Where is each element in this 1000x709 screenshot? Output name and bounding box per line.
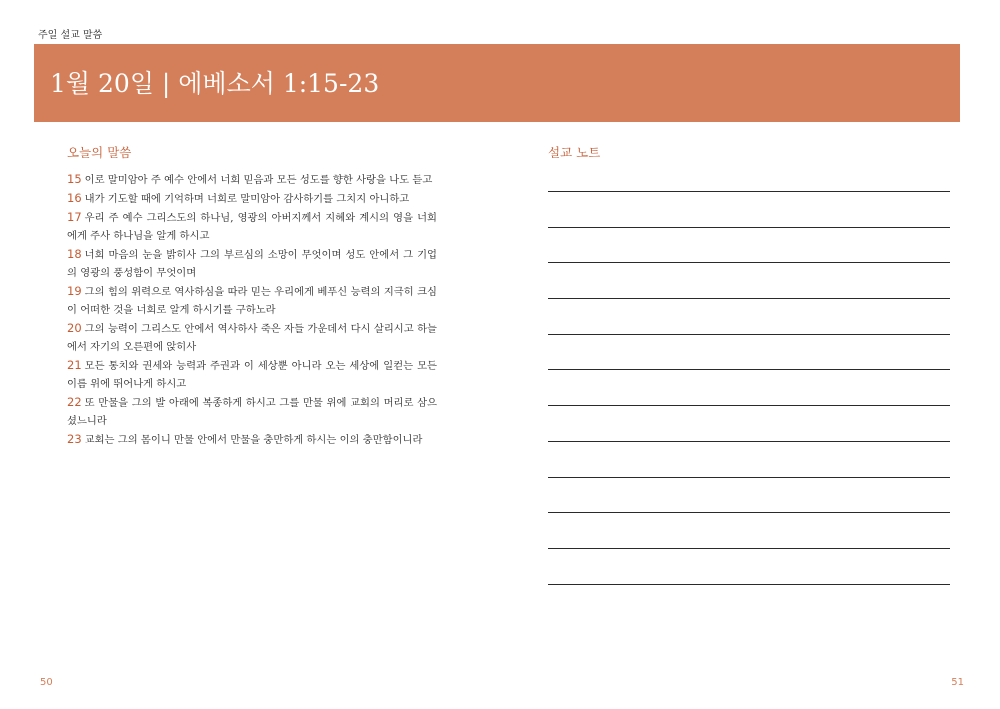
verse-17 xyxy=(67,208,437,245)
verse-number: 22 xyxy=(67,395,82,409)
verse-list xyxy=(67,170,437,449)
note-line[interactable] xyxy=(548,548,950,549)
todays-word-heading: 오늘의 말씀 xyxy=(67,145,132,160)
note-lines xyxy=(548,191,950,619)
note-line[interactable] xyxy=(548,298,950,299)
verse-text: 내가 기도할 때에 기억하며 너희로 말미암아 감사하기를 그치지 아니하고 xyxy=(84,193,410,205)
verse-21 xyxy=(67,356,437,393)
note-line[interactable] xyxy=(548,441,950,442)
verse-number: 23 xyxy=(67,432,82,446)
verse-text: 또 만물을 그의 발 아래에 복종하게 하시고 그를 만물 위에 교회의 머리로 삼으셨느니라 xyxy=(67,397,437,427)
verse-15 xyxy=(67,170,437,189)
note-line[interactable] xyxy=(548,191,950,192)
verse-text: 우리 주 예수 그리스도의 하나님, 영광의 아버지께서 지혜와 계시의 영을 너희에게 주사 하나님을 알게 하시고 xyxy=(67,212,437,242)
verse-number: 16 xyxy=(67,191,82,205)
note-line[interactable] xyxy=(548,512,950,513)
section-label: 주일 설교 말씀 xyxy=(38,30,103,41)
verse-20 xyxy=(67,319,437,356)
verse-19 xyxy=(67,282,437,319)
sermon-notes-heading: 설교 노트 xyxy=(548,145,601,160)
verse-16 xyxy=(67,189,437,208)
verse-number: 17 xyxy=(67,210,82,224)
page-number-right: 51 xyxy=(951,677,964,688)
verse-number: 19 xyxy=(67,284,82,298)
note-line[interactable] xyxy=(548,477,950,478)
verse-23 xyxy=(67,430,437,449)
title-banner xyxy=(34,44,960,122)
verse-number: 20 xyxy=(67,321,82,335)
note-line[interactable] xyxy=(548,227,950,228)
verse-22 xyxy=(67,393,437,430)
verse-text: 이로 말미암아 주 예수 안에서 너희 믿음과 모든 성도를 향한 사랑을 나도 듣고 xyxy=(84,174,433,186)
note-line[interactable] xyxy=(548,262,950,263)
note-line[interactable] xyxy=(548,405,950,406)
note-line[interactable] xyxy=(548,369,950,370)
verse-number: 21 xyxy=(67,358,82,372)
verse-number: 18 xyxy=(67,247,82,261)
verse-text: 그의 힘의 위력으로 역사하심을 따라 믿는 우리에게 베푸신 능력의 지극히 크심이 어떠한 것을 너희로 알게 하시기를 구하노라 xyxy=(67,286,437,316)
page-title: 1월 20일 | 에베소서 1:15-23 xyxy=(50,69,380,98)
verse-text: 너희 마음의 눈을 밝히사 그의 부르심의 소망이 무엇이며 성도 안에서 그 기업의 영광의 풍성함이 무엇이며 xyxy=(67,249,437,279)
page-number-left: 50 xyxy=(40,677,53,688)
verse-text: 교회는 그의 몸이니 만물 안에서 만물을 충만하게 하시는 이의 충만함이니라 xyxy=(84,434,423,446)
verse-18 xyxy=(67,245,437,282)
verse-text: 그의 능력이 그리스도 안에서 역사하사 죽은 자들 가운데서 다시 살리시고 하늘에서 자기의 오른편에 앉히사 xyxy=(67,323,437,353)
verse-text: 모든 통치와 권세와 능력과 주권과 이 세상뿐 아니라 오는 세상에 일컫는 모든 이름 위에 뛰어나게 하시고 xyxy=(67,360,437,390)
note-line[interactable] xyxy=(548,334,950,335)
note-line[interactable] xyxy=(548,584,950,585)
verse-number: 15 xyxy=(67,172,82,186)
